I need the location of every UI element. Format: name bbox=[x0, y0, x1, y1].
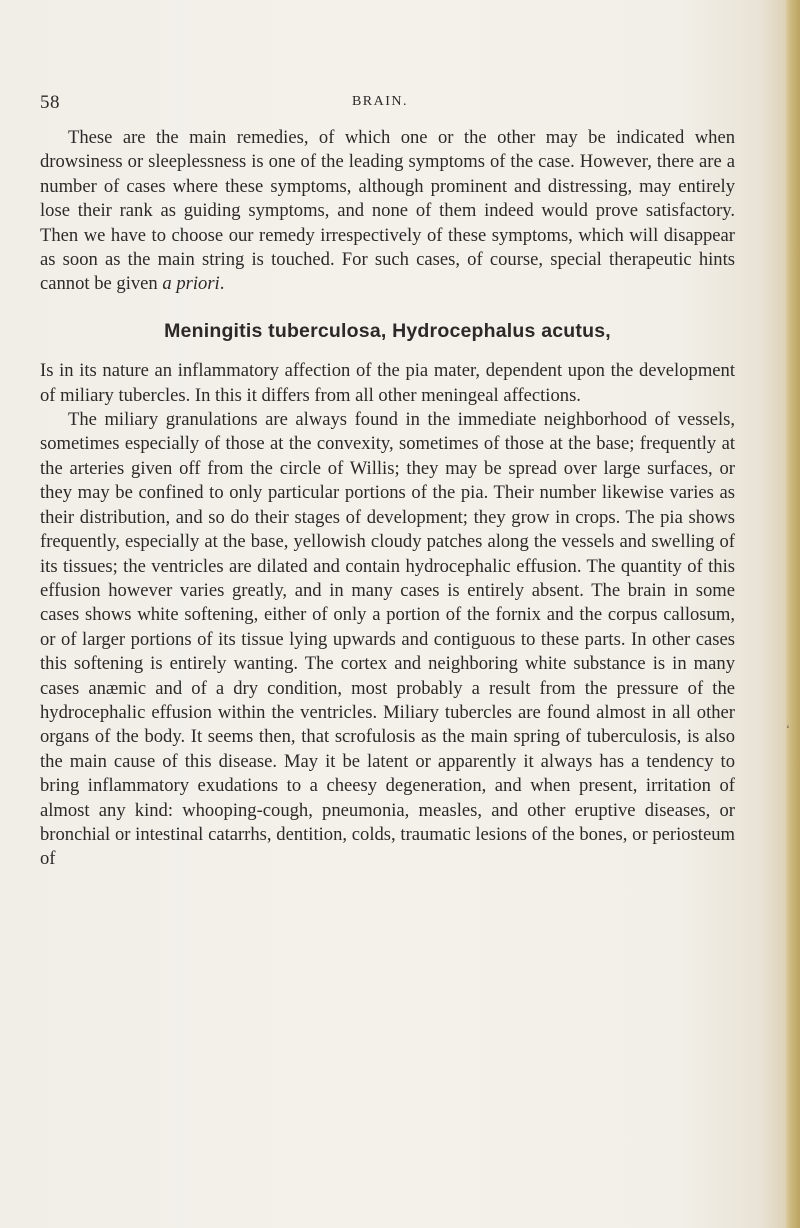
running-head: BRAIN. bbox=[351, 94, 409, 109]
intro-paragraph bbox=[40, 126, 735, 297]
intro-paragraph-text: These are the main remedies, of which one or the other may be indicated when drowsiness or sleeplessness is one of the leading symptoms of the case. However, there are a number of cases where these symptoms, although prominent and distressing, may entirely lose their rank as guiding symptoms, and none of them indeed would prove satisfactory. Then we have to choose our remedy irrespectively of these symptoms, which will disappear as soon as the main string is touched. For such cases, of course, special therapeutic hints cannot be given bbox=[40, 127, 735, 295]
section-heading: Meningitis tuberculosa, Hydrocephalus acutus, bbox=[164, 319, 611, 342]
paragraph-pathology: The miliary granulations are always found in the immediate neighborhood of vessels, sometimes especially of those at the convexity, sometimes of those at the base; frequently at the arteries given off from the circle of Willis; they may be spread over large surfaces, or they may be confined to only particular portions of the pia. Their number likewise varies as their distribution, and so do their stages of development; they grow in crops. The pia shows frequently, especially at the base, yellowish cloudy patches along the vessels and swelling of its tissues; the ventricles are dilated and contain hydrocephalic effusion. The quantity of this effusion however varies greatly, and in many cases is entirely absent. The brain in some cases shows white softening, either of only a portion of the fornix and the corpus callosum, or of larger portions of its tissue lying upwards and contiguous to these parts. In other cases this softening is entirely wanting. The cortex and neighboring white substance is in many cases anæmic and of a dry condition, most probably a result from the pressure of the hydrocephalic effusion within the ventricles. Miliary tubercles are found almost in all other organs of the body. It seems then, that scrofulosis as the main spring of tuberculosis, is also the main cause of this disease. May it be latent or apparently it always has a tendency to bring inflammatory exudations to a cheesy degeneration, and when present, irritation of almost any kind: whooping-cough, pneumonia, measles, and other eruptive diseases, or bronchial or intestinal catarrhs, dentition, colds, traumatic lesions of the bones, or periosteum of bbox=[40, 409, 735, 870]
page-header bbox=[40, 92, 720, 118]
intro-paragraph-end: . bbox=[219, 273, 225, 295]
page-edge bbox=[786, 0, 800, 1228]
intro-paragraph-italic: a priori bbox=[162, 273, 220, 295]
body-text bbox=[40, 126, 735, 872]
page-number: 58 bbox=[40, 92, 60, 113]
paragraph-definition: Is in its nature an inflammatory affection of the pia mater, dependent upon the development of miliary tubercles. In this it differs from all other meningeal affections. bbox=[40, 360, 735, 406]
margin-mark: ‘ bbox=[786, 722, 790, 736]
